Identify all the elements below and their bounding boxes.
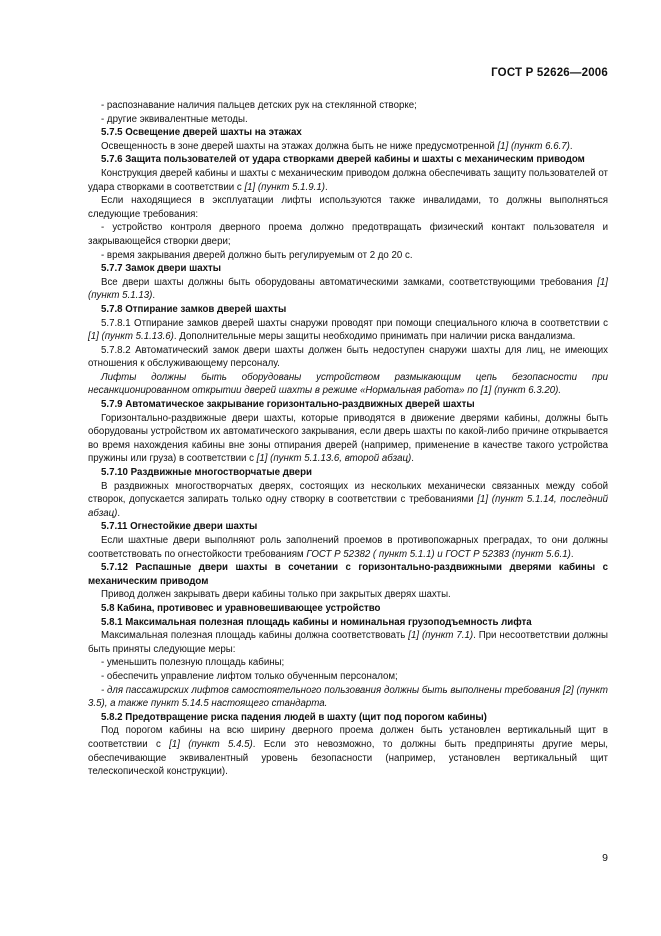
section-heading: 5.7.7 Замок двери шахты bbox=[101, 263, 221, 275]
paragraph: Лифты должны быть оборудованы устройством размыкающим цепь безопасности при несанкционированном открытии дверей шахты в режиме «Нормальная работа» по [1] (пункт 6.3.20). bbox=[88, 371, 608, 397]
paragraph: Освещенность в зоне дверей шахты на этажах должна быть не ниже предусмотренной [1] (пункт 6.6.7). bbox=[101, 140, 573, 152]
paragraph: - уменьшить полезную площадь кабины; bbox=[101, 657, 285, 669]
paragraph: - для пассажирских лифтов самостоятельного пользования должны быть выполнены требования [2] (пункт 3.5), а также пункт 5.14.5 настоящего стандарта. bbox=[88, 684, 608, 710]
section-heading: 5.8 Кабина, противовес и уравновешивающее устройство bbox=[101, 602, 381, 614]
paragraph: - обеспечить управление лифтом только обученным персоналом; bbox=[101, 670, 398, 682]
paragraph: - устройство контроля дверного проема должно предотвращать физический контакт пользователя и закрывающейся створки двери; bbox=[88, 222, 608, 247]
section-heading: 5.8.2 Предотвращение риска падения людей в шахту (щит под порогом кабины) bbox=[101, 711, 487, 723]
paragraph: Все двери шахты должны быть оборудованы автоматическими замками, соответствующими требования [1] (пункт 5.1.13). bbox=[88, 276, 608, 302]
paragraph: 5.7.8.2 Автоматический замок двери шахты должен быть недоступен снаружи шахты для лиц, не имеющих отношения к обслуживающему персоналу. bbox=[88, 344, 608, 370]
paragraph: - другие эквивалентные методы. bbox=[101, 113, 248, 125]
paragraph: - распознавание наличия пальцев детских рук на стеклянной створке; bbox=[101, 100, 417, 111]
section-heading: 5.7.12 Распашные двери шахты в сочетании с горизонтально-раздвижными дверями кабины с механическим приводом bbox=[88, 562, 608, 587]
section-heading: 5.7.5 Освещение дверей шахты на этажах bbox=[101, 127, 302, 139]
body-text bbox=[88, 99, 608, 779]
paragraph: Максимальная полезная площадь кабины должна соответствовать [1] (пункт 7.1). При несоответствии должны быть приняты следующие меры: bbox=[88, 630, 608, 655]
paragraph: Если шахтные двери выполняют роль заполнений проемов в противопожарных преградах, то они должны соответствовать по огнестойкости требованиям ГОСТ Р 52382 ( пункт 5.1.1) и ГОСТ Р 52383 (пункт 5.6.1). bbox=[88, 535, 608, 560]
section-heading: 5.7.8 Отпирание замков дверей шахты bbox=[101, 303, 287, 315]
page-number: 9 bbox=[602, 852, 608, 864]
paragraph: - время закрывания дверей должно быть регулируемым от 2 до 20 с. bbox=[101, 249, 413, 261]
paragraph: В раздвижных многостворчатых дверях, состоящих из нескольких механически связанных между собой створок, допускается запирать только одну створку в соответствии с требованиями [1] (пункт 5.1.14, последний абзац). bbox=[88, 480, 608, 519]
section-heading: 5.7.9 Автоматическое закрывание горизонтально-раздвижных дверей шахты bbox=[101, 399, 475, 411]
section-heading: 5.7.6 Защита пользователей от удара створками дверей кабины и шахты с механическим приводом bbox=[101, 154, 585, 166]
section-heading: 5.7.10 Раздвижные многостворчатые двери bbox=[101, 467, 312, 479]
paragraph: Привод должен закрывать двери кабины только при закрытых дверях шахты. bbox=[101, 589, 451, 601]
section-heading: 5.8.1 Максимальная полезная площадь кабины и номинальная грузоподъемность лифта bbox=[101, 616, 532, 628]
paragraph: Если находящиеся в эксплуатации лифты используются также инвалидами, то должны выполняться следующие требования: bbox=[88, 195, 608, 220]
section-heading: 5.7.11 Огнестойкие двери шахты bbox=[101, 521, 258, 533]
standard-header: ГОСТ Р 52626—2006 bbox=[491, 67, 608, 79]
paragraph: Горизонтально-раздвижные двери шахты, которые приводятся в движение дверями кабины, должны быть оборудованы устройством их автоматического закрывания, если дверь шахты по какой-либо причине открывается во время нахождения кабины вне зоны отпирания дверей (например, применение в качестве такого устройства пружины или груза) в соответствии с [1] (пункт 5.1.13.6, второй абзац). bbox=[88, 412, 608, 465]
paragraph: 5.7.8.1 Отпирание замков дверей шахты снаружи проводят при помощи специального ключа в соответствии с [1] (пункт 5.1.13.6). Дополнительные меры защиты необходимо принимать при наличии риска вандализма. bbox=[88, 317, 608, 343]
paragraph: Под порогом кабины на всю ширину дверного проема должен быть установлен вертикальный щит в соответствии с [1] (пункт 5.4.5). Если это невозможно, то должны быть предприняты другие меры, обеспечивающие эквивалентный уровень безопасности (например, установлен вертикальный щит телескопической конструкции). bbox=[88, 725, 608, 778]
paragraph: Конструкция дверей кабины и шахты с механическим приводом должна обеспечивать защиту пользователей от удара створками в соответствии с [1] (пункт 5.1.9.1). bbox=[88, 167, 608, 193]
